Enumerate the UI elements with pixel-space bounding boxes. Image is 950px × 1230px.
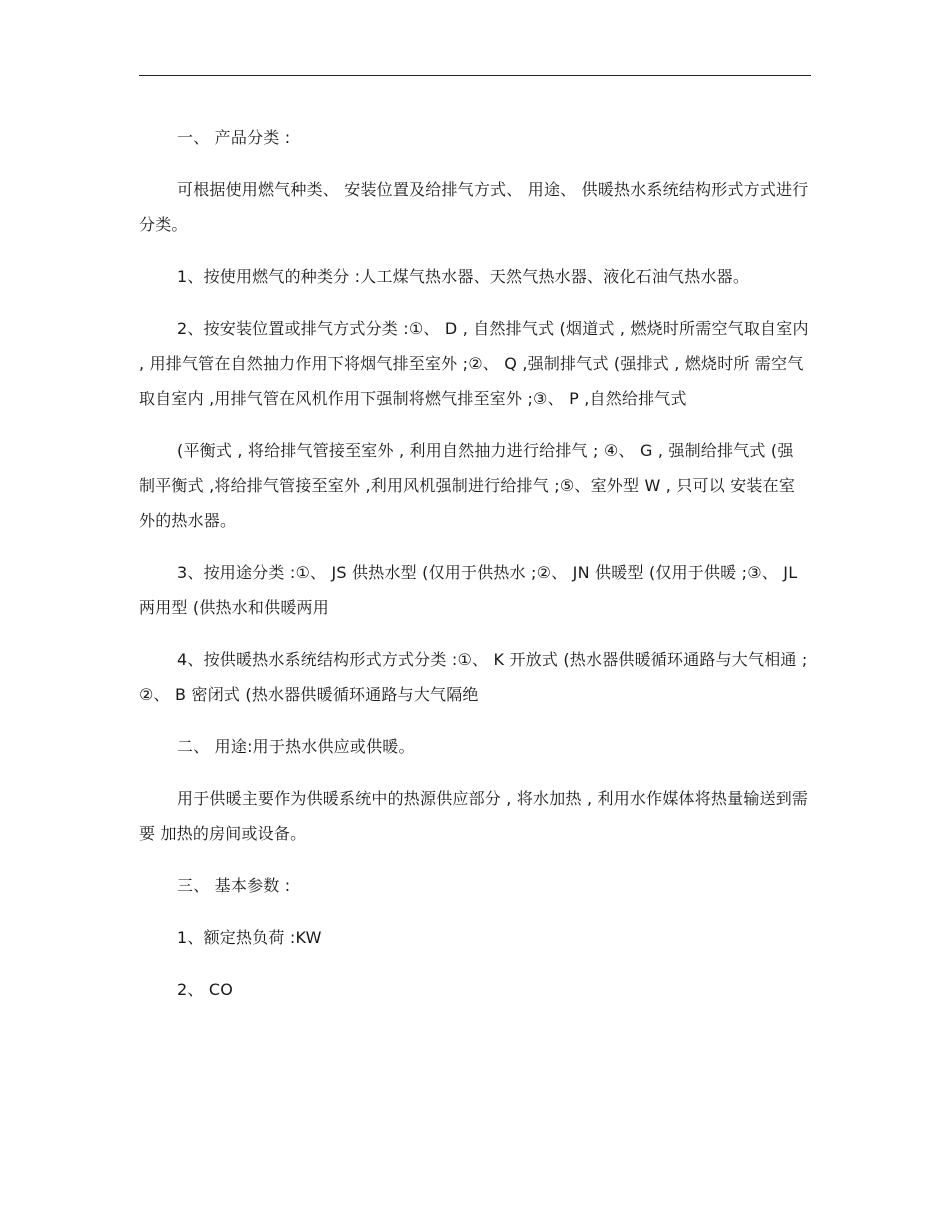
section-2-body: 用于供暖主要作为供暖系统中的热源供应部分 , 将水加热 , 利用水作媒体将热量输送到需要 加热的房间或设备。 [139, 789, 809, 843]
item-2-continued: (平衡式 , 将给排气管接至室外 , 利用自然抽力进行给排气 ; ④、 G , 强制给排气式 (强 制平衡式 ,将给排气管接至室外 ,利用风机强制进行给排气 ;⑤、室外型 W , 只可以 安装在室外的热水器。 [139, 441, 796, 530]
section-3-heading: 三、 基本参数 : [177, 876, 291, 895]
classification-intro: 可根据使用燃气种类、 安装位置及给排气方式、 用途、 供暖热水系统结构形式方式进行分类。 [139, 180, 809, 234]
document-body [139, 120, 811, 1024]
section-2-heading: 二、 用途:用于热水供应或供暖。 [177, 737, 415, 756]
item-4-heating-structure: 4、按供暖热水系统结构形式方式分类 :①、 K 开放式 (热水器供暖循环通路与大气相通 ; ②、 B 密闭式 (热水器供暖循环通路与大气隔绝 [139, 650, 808, 704]
param-2-co: 2、 CO [177, 980, 234, 999]
param-1-rated-heat-load: 1、额定热负荷 :KW [177, 928, 322, 947]
item-3-usage: 3、按用途分类 :①、 JS 供热水型 (仅用于供热水 ;②、 JN 供暖型 (仅用于供暖 ;③、 JL 两用型 (供热水和供暖两用 [139, 563, 798, 617]
item-1-gas-type: 1、按使用燃气的种类分 :人工煤气热水器、天然气热水器、液化石油气热水器。 [177, 267, 750, 286]
section-1-heading: 一、 产品分类 : [177, 128, 291, 147]
header-rule [139, 75, 811, 76]
item-2-exhaust-type: 2、按安装位置或排气方式分类 :①、 D , 自然排气式 (烟道式 , 燃烧时所需空气取自室内 , 用排气管在自然抽力作用下将烟气排至室外 ;②、 Q ,强制排气式 (强排式 , 燃烧时所 需空气取自室内 ,用排气管在风机作用下强制将燃气排至室外 ;③、 P ,自然给排气式 [139, 319, 809, 408]
